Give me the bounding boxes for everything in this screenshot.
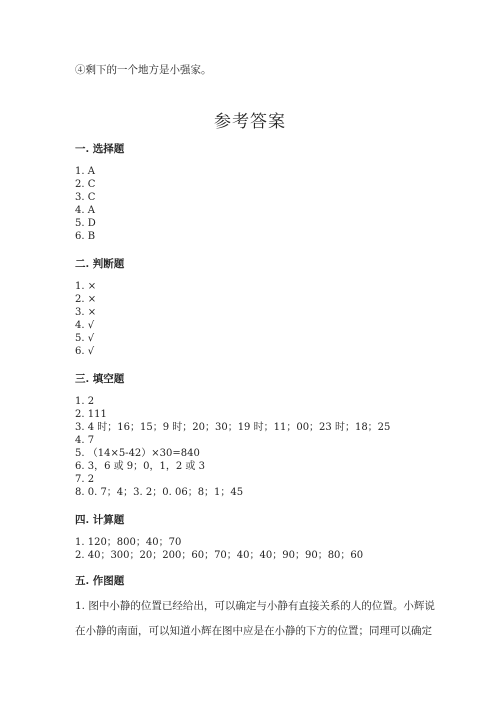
intro-line: ④剩下的一个地方是小强家。: [75, 64, 212, 76]
answer-line: 5. √: [75, 333, 95, 344]
answer-line: 3. 4 时；16；15；9 时；20；30；19 时；11；00；23 时；18；25: [75, 422, 391, 433]
answer-line: 6. B: [75, 231, 96, 242]
answer-line: 1. 2: [75, 396, 95, 407]
answer-line: 3. C: [75, 192, 96, 203]
answer-line: 5. D: [75, 218, 96, 229]
answer-line: 1. 120；800；40；70: [75, 537, 182, 548]
section-heading-judgement: 二. 判断题: [75, 258, 125, 270]
answer-line: 3. ×: [75, 307, 97, 318]
answer-line: 8. 0. 7；4；3. 2；0. 06；8；1；45: [75, 487, 244, 498]
answer-line: 2. 40；300；20；200；60；70；40；40；90；90；80；60: [75, 550, 364, 561]
answer-line: 5. （14×5-42）×30=840: [75, 448, 200, 459]
answer-line: 6. 3，6 或 9；0，1，2 或 3: [75, 461, 205, 472]
section-heading-drawing: 五. 作图题: [75, 575, 125, 587]
answer-line: 1. ×: [75, 281, 97, 292]
paragraph-line: 在小静的南面，可以知道小辉在图中应是在小静的下方的位置；同理可以确定: [75, 625, 432, 637]
page-title: 参考答案: [214, 112, 286, 132]
section-heading-fill-blank: 三. 填空题: [75, 373, 125, 385]
answer-line: 4. 7: [75, 435, 95, 446]
paragraph-line: 1. 图中小静的位置已经给出，可以确定与小静有直接关系的人的位置。小辉说: [75, 600, 435, 612]
answer-line: 6. √: [75, 346, 95, 357]
answer-line: 4. √: [75, 320, 95, 331]
answer-line: 4. A: [75, 205, 95, 216]
section-heading-calculation: 四. 计算题: [75, 514, 125, 526]
section-heading-choice: 一. 选择题: [75, 143, 125, 155]
answer-line: 2. ×: [75, 294, 97, 305]
answer-line: 1. A: [75, 166, 95, 177]
answer-line: 2. 111: [75, 409, 107, 420]
answer-line: 2. C: [75, 179, 96, 190]
answer-line: 7. 2: [75, 474, 95, 485]
